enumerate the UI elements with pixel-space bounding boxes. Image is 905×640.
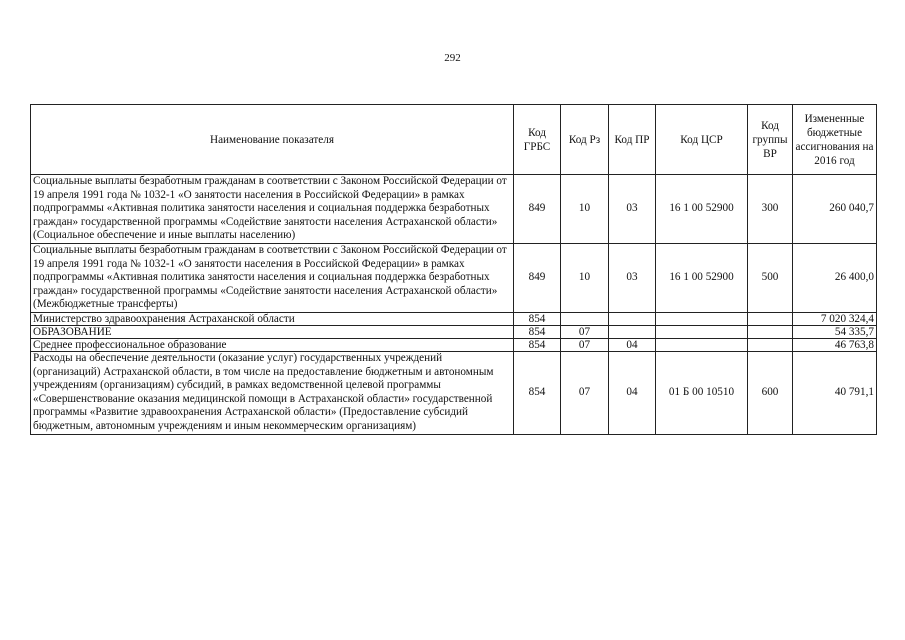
row-rz: 10	[561, 243, 609, 312]
row-pr	[609, 325, 656, 338]
row-rz: 07	[561, 325, 609, 338]
row-name: Социальные выплаты безработным гражданам в соответствии с Законом Российской Федерации от 19 апреля 1991 года № 1032-1 «О занятости населения в Российской Федерации» в рамках подпрограммы «Активная политика занятости населения и социальная поддержка безработных граждан» государственной программы «Содействие занятости населения Астраханской области» (Межбюджетные трансферты)	[31, 243, 514, 312]
row-rz: 07	[561, 351, 609, 434]
row-grbs: 854	[514, 351, 561, 434]
row-vr	[748, 325, 793, 338]
row-rz: 10	[561, 175, 609, 244]
row-amount: 7 020 324,4	[793, 312, 877, 325]
header-csr: Код ЦСР	[656, 105, 748, 175]
header-vr: Код группы ВР	[748, 105, 793, 175]
row-grbs: 849	[514, 175, 561, 244]
row-csr: 01 Б 00 10510	[656, 351, 748, 434]
row-amount: 26 400,0	[793, 243, 877, 312]
row-pr: 03	[609, 243, 656, 312]
row-grbs: 854	[514, 338, 561, 351]
budget-allocation-table	[30, 104, 877, 435]
row-csr: 16 1 00 52900	[656, 175, 748, 244]
header-pr: Код ПР	[609, 105, 656, 175]
row-pr: 03	[609, 175, 656, 244]
header-rz: Код Рз	[561, 105, 609, 175]
row-amount: 260 040,7	[793, 175, 877, 244]
header-grbs: Код ГРБС	[514, 105, 561, 175]
row-rz	[561, 312, 609, 325]
row-pr	[609, 312, 656, 325]
row-amount: 46 763,8	[793, 338, 877, 351]
table-row	[31, 338, 877, 351]
row-csr: 16 1 00 52900	[656, 243, 748, 312]
row-csr	[656, 325, 748, 338]
row-vr: 500	[748, 243, 793, 312]
table-header-row	[31, 105, 877, 175]
row-vr: 300	[748, 175, 793, 244]
table-row	[31, 351, 877, 434]
row-name: Расходы на обеспечение деятельности (оказание услуг) государственных учреждений (организаций) Астраханской области, в том числе на предоставление бюджетным и автономным учреждениям (организациям) субсидий, в рамках ведомственной целевой программы «Совершенствование оказания медицинской помощи в Астраханской области» государственной программы «Развитие здравоохранения Астраханской области» (Предоставление субсидий бюджетным, автономным учреждениям и иным некоммерческим организациям)	[31, 351, 514, 434]
row-amount: 40 791,1	[793, 351, 877, 434]
row-name: ОБРАЗОВАНИЕ	[31, 325, 514, 338]
row-name: Министерство здравоохранения Астраханской области	[31, 312, 514, 325]
table-row	[31, 243, 877, 312]
header-amount: Измененные бюджетные ассигнования на 2016 год	[793, 105, 877, 175]
row-pr: 04	[609, 338, 656, 351]
row-grbs: 849	[514, 243, 561, 312]
table-row	[31, 325, 877, 338]
row-pr: 04	[609, 351, 656, 434]
row-csr	[656, 312, 748, 325]
row-rz: 07	[561, 338, 609, 351]
header-name: Наименование показателя	[31, 105, 514, 175]
row-amount: 54 335,7	[793, 325, 877, 338]
row-grbs: 854	[514, 312, 561, 325]
page-number: 292	[444, 52, 461, 64]
row-vr: 600	[748, 351, 793, 434]
row-name: Среднее профессиональное образование	[31, 338, 514, 351]
row-vr	[748, 338, 793, 351]
row-vr	[748, 312, 793, 325]
table-row	[31, 312, 877, 325]
table-row	[31, 175, 877, 244]
row-grbs: 854	[514, 325, 561, 338]
row-csr	[656, 338, 748, 351]
row-name: Социальные выплаты безработным гражданам в соответствии с Законом Российской Федерации от 19 апреля 1991 года № 1032-1 «О занятости населения в Российской Федерации» в рамках подпрограммы «Активная политика занятости населения и социальная поддержка безработных граждан» государственной программы «Содействие занятости населения Астраханской области» (Социальное обеспечение и иные выплаты населению)	[31, 175, 514, 244]
